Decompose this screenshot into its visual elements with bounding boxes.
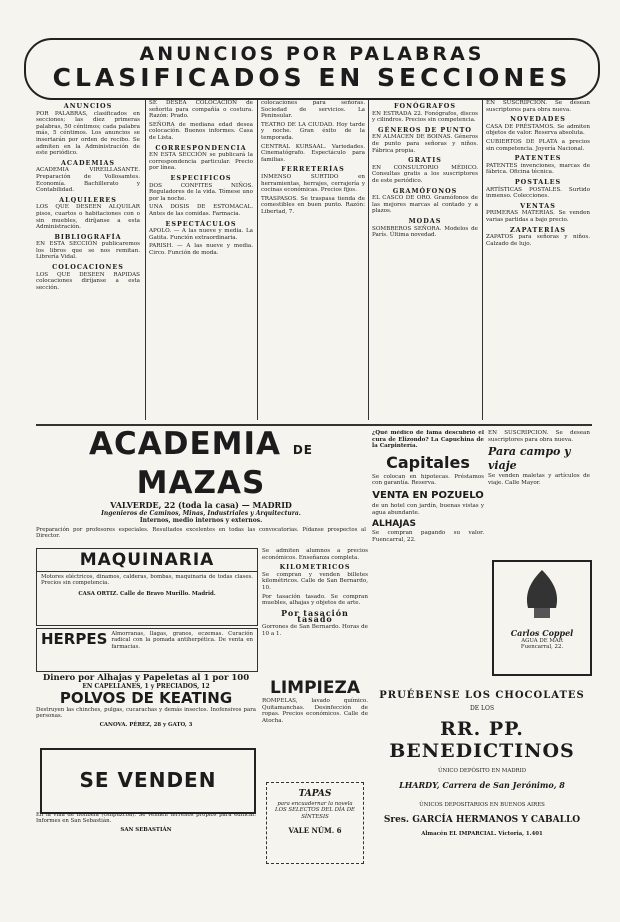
ad-text: EN ESTRADA 22. Fonógrafos, discos y cilindros. Precios sin competencia. bbox=[372, 110, 478, 124]
section-title: PATENTES bbox=[514, 154, 562, 163]
column-rule bbox=[145, 100, 146, 420]
section-title: GRATIS bbox=[408, 156, 442, 165]
alhajas-title: ALHAJAS bbox=[372, 519, 416, 530]
academia-subtitle2: Internos, medio internos y externos. bbox=[139, 517, 263, 524]
ad-text: Gorrones de San Bernardo. Horas de 10 a 1. bbox=[262, 623, 368, 637]
alhajas-text: Se compran pagando su valor. Fuencarral, 22. bbox=[372, 530, 484, 543]
chocolates-sub2: ÚNICOS DEPOSITARIOS EN BUENOS AIRES bbox=[419, 802, 545, 809]
coppel-ad bbox=[492, 560, 592, 676]
capitales-title: Capitales bbox=[386, 452, 470, 472]
academia-title2: MAZAS bbox=[136, 465, 266, 501]
column-rule bbox=[257, 100, 258, 420]
section-title: NOVEDADES bbox=[510, 115, 566, 124]
masthead-line1: ANUNCIOS POR PALABRAS bbox=[139, 43, 485, 65]
ad-text: SOMBREROS SEÑORA. Modelos de París. Última novedad. bbox=[372, 225, 478, 239]
masthead-line2: CLASIFICADOS EN SECCIONES bbox=[52, 63, 572, 92]
ad-text: EN ESTA SECCIÓN se publicará la correspondencia particular. Precio por línea. bbox=[149, 152, 253, 172]
chocolates-line2: DE LOS bbox=[469, 705, 495, 712]
column-rule bbox=[368, 100, 369, 420]
ad-text: LOS QUE DESEEN RAPIDAS colocaciones diríjanse a esta sección. bbox=[36, 271, 140, 291]
chocolates-address: LHARDY, Carrera de San Jerónimo, 8 bbox=[399, 780, 565, 791]
herpes-text: Almorranas, llagas, granos, eczemas. Curación radical con la pomada antiherpética. De venta en farmacias. bbox=[111, 631, 253, 650]
chocolates-ad bbox=[372, 682, 592, 878]
capitales-intro: ¿Qué médico de fama descubrió el cura de Elizondo? La Capuchina de la Carpintería. bbox=[372, 430, 484, 450]
maquinaria-title: MAQUINARIA bbox=[37, 549, 257, 572]
ad-text: CASA DE PRÉSTAMOS. Se admiten objetos de valor. Reserva absoluta. bbox=[486, 123, 590, 137]
tapas-text: para encuadernar la novela LOS SELECTOS DEL DÍA DE SÍNTESIS bbox=[275, 801, 355, 820]
terrenos-title: SE VENDEN bbox=[79, 768, 217, 792]
column-rule bbox=[482, 100, 483, 420]
ad-text: UNA DOSIS DE ESTOMACAL. Antes de las comidas. Farmacia. bbox=[149, 204, 253, 217]
ad-text: APOLO. — A las nueve y media. La Gatita. Función extraordinaria. bbox=[149, 228, 253, 241]
ad-text: LOS QUE DESEEN ALQUILAR pisos, cuartos o habitaciones con o sin muebles, diríjanse a esta Administración. bbox=[36, 204, 140, 231]
keating-address: CANOVA. PÉREZ, 28 y GATO, 3 bbox=[99, 721, 193, 728]
ad-text: EN ESTA SECCIÓN publicaremos los libros que se nos remitan. Librería Vidal. bbox=[36, 241, 140, 261]
classifieds-column-3 bbox=[261, 100, 365, 420]
ad-text: TRASPASOS. Se traspasa tienda de comestibles en buen punto. Razón: Libertad, 7. bbox=[261, 195, 365, 215]
ad-text: DOS CONFITES NIÑOS. Reguladores de la vida. Tómese uno por la noche. bbox=[149, 182, 253, 202]
classifieds-column-1 bbox=[36, 100, 140, 420]
section-title: GÉNEROS DE PUNTO bbox=[378, 125, 472, 134]
capitales-column bbox=[372, 430, 484, 680]
ad-text: colocaciones para señoras. Sociedad de servicios. La Peninsular. bbox=[261, 100, 365, 120]
ad-text: INMENSO SURTIDO en herramientas, herrajes, cerrajería y cocinas económicas. Precios fijos. bbox=[261, 173, 365, 194]
ad-text: EN SUSCRIPCIÓN. Se desean suscriptores para obra nueva. bbox=[488, 430, 590, 443]
section-title: MODAS bbox=[408, 216, 442, 225]
maquinaria-text: Motores eléctricos, dinamos, calderas, bombas, maquinaria de todas clases. Precios sin competencia. bbox=[41, 574, 253, 587]
section-rule bbox=[36, 424, 592, 426]
section-title: ACADEMIAS bbox=[60, 158, 116, 167]
section-title: COLOCACIONES bbox=[52, 263, 124, 272]
section-title: KILOMETRICOS bbox=[279, 563, 351, 572]
capitales-text: Se colocan en hipotecas. Préstamos con garantía. Reserva. bbox=[372, 473, 484, 487]
section-title: POSTALES bbox=[514, 177, 562, 186]
academia-ad bbox=[36, 428, 366, 546]
tapas-price: VALE NÚM. 6 bbox=[288, 826, 342, 836]
ad-text: EL CASCO DE ORO. Gramófonos de las mejores marcas al contado y a plazos. bbox=[372, 195, 478, 215]
ad-text: CENTRAL KURSAAL. Variedades. Cinematógrafo. Espectáculo para familias. bbox=[261, 143, 365, 163]
academia-address: VALVERDE, 22 (toda la casa) — MADRID bbox=[110, 500, 292, 510]
academia-subtitle: Ingenieros de Caminos, Minas, Industriales y Arquitectura. bbox=[101, 510, 301, 517]
coppel-address: Fuencarral, 22. bbox=[520, 644, 564, 651]
ad-text: Se admiten alumnos a precios económicos. Enseñanza completa. bbox=[262, 548, 368, 561]
kilometricos-column bbox=[262, 548, 368, 676]
academia-title-de: DE bbox=[292, 443, 313, 457]
ad-text: Por tasación tasado. Se compran muebles, alhajas y objetos de arte. bbox=[262, 593, 368, 607]
coppel-sub: AGUA DE MAR bbox=[521, 638, 563, 644]
terrenos-banner bbox=[40, 748, 256, 814]
terrenos-text: En la villa de Bonbela (Guipúzcoa). Se venden terrenos propios para edificar. Informes en San Sebastián. bbox=[36, 812, 256, 825]
section-title: ZAPATERÍAS bbox=[509, 225, 567, 234]
keating-line2: EN CAPELLANES, 1 y PRECIADOS, 12 bbox=[82, 683, 210, 690]
section-title: ESPECTÁCULOS bbox=[165, 219, 237, 228]
keating-text: Destruyen las chinches, pulgas, cucarachas y demás insectos. Inofensivos para personas. bbox=[36, 707, 256, 720]
maquinaria-address: CASA ORTIZ. Calle de Bravo Murillo. Madrid. bbox=[78, 590, 216, 597]
classifieds-masthead bbox=[24, 38, 600, 100]
limpieza-title: LIMPIEZA bbox=[270, 678, 360, 698]
venta-title: VENTA EN POZUELO bbox=[372, 489, 484, 501]
tasacion-title: Por tasación tasado bbox=[281, 607, 349, 625]
ad-text: PATENTES invenciones, marcas de fábrica. Oficina técnica. bbox=[486, 162, 590, 176]
section-title: FONÓGRAFOS bbox=[394, 102, 456, 110]
herpes-title: HERPES bbox=[41, 630, 108, 648]
terrenos-ad-text bbox=[36, 812, 256, 874]
section-title: ESPECIFICOS bbox=[170, 173, 232, 182]
section-title: BIBLIOGRAFÍA bbox=[54, 232, 122, 241]
chocolates-admin: Almacén EL IMPARCIAL. Victoria, 1.401 bbox=[421, 830, 543, 837]
ad-text: CUBIERTOS DE PLATA a precios sin competencia. Joyería Nacional. bbox=[486, 138, 590, 152]
ad-text: PRIMERAS MATERIAS. Se venden varias partidas a bajo precio. bbox=[486, 210, 590, 223]
keating-line1: Dinero por Alhajas y Papeletas al 1 por 100 bbox=[42, 673, 250, 683]
venta-text: de un hotel con jardín, buenas vistas y agua abundante. bbox=[372, 502, 484, 516]
tapas-coupon bbox=[266, 782, 364, 864]
maquinaria-ad bbox=[36, 548, 258, 626]
keating-title: POLVOS DE KEATING bbox=[59, 689, 233, 707]
campo-column bbox=[488, 430, 590, 558]
section-title: ALQUILERES bbox=[59, 195, 117, 204]
ad-text: SEÑORA de mediana edad desea colocación. Buenos informes. Casa de Lista. bbox=[149, 121, 253, 141]
limpieza-ad bbox=[262, 678, 368, 778]
classifieds-column-4 bbox=[372, 100, 478, 420]
section-title: GRAMÓFONOS bbox=[392, 186, 458, 195]
section-title: ANUNCIOS bbox=[63, 102, 113, 110]
bottle-illustration bbox=[494, 562, 590, 624]
tapas-title: TAPAS bbox=[298, 789, 332, 799]
ad-text: TEATRO DE LA CIUDAD. Hoy tarde y noche. Gran éxito de la temporada. bbox=[261, 121, 365, 141]
coppel-name: Carlos Coppel bbox=[510, 628, 574, 638]
ad-text: SE DESEA COLOCACIÓN de señorita para compañía o costura. Razón: Prado. bbox=[149, 100, 253, 120]
ad-text: EN CONSULTORIO MÉDICO. Consultas gratis a los suscriptores de este periódico. bbox=[372, 164, 478, 184]
chocolates-title: RR. PP. BENEDICTINOS bbox=[389, 718, 575, 762]
limpieza-text: ROMPELAS, lavado químico. Quitamanchas. Desinfección de ropas. Precios económicos. Calle de Atocha. bbox=[262, 698, 368, 724]
section-title: FERRETERÍAS bbox=[281, 165, 345, 174]
herpes-ad bbox=[36, 628, 258, 672]
chocolates-sub: ÚNICO DEPÓSITO EN MADRID bbox=[437, 768, 527, 774]
section-title: VENTAS bbox=[520, 201, 556, 210]
ad-text: EN ALMACEN DE BOINAS. Géneros de punto para señoras y niños. Fábrica propia. bbox=[372, 134, 478, 154]
ad-text: ACADEMIA VIREILLASANTE. Preparación de Vollosamtes. Economía. Bachillerato y Contabilidad. bbox=[36, 167, 140, 194]
campo-text: Se venden maletas y artículos de viaje. Calle Mayor. bbox=[488, 473, 590, 486]
ad-text: ZAPATOS para señoras y niños. Calzado de lujo. bbox=[486, 234, 590, 247]
ad-text: POR PALABRAS, clasificados en secciones; las diez primeras palabras, 50 céntimos; cada palabra más, 5 céntimos. Los anuncios se insertarán por orden de recibo. Se admiten en la Administración de este periódico. bbox=[36, 110, 140, 157]
chocolates-distributor: Sres. GARCÍA HERMANOS Y CABALLO bbox=[383, 814, 581, 825]
section-title: CORRESPONDENCIA bbox=[155, 143, 247, 152]
chocolates-line1: PRUÉBENSE LOS CHOCOLATES bbox=[379, 690, 585, 701]
keating-ad bbox=[36, 673, 256, 745]
ad-text: PARISH. — A las nueve y media. Circo. Función de moda. bbox=[149, 243, 253, 256]
academia-title: ACADEMIA bbox=[89, 428, 282, 462]
classifieds-column-2 bbox=[149, 100, 253, 420]
ad-text: EN SUSCRIPCIÓN. Se desean suscriptores para obra nueva. bbox=[486, 100, 590, 113]
ad-text: Se compran y venden billetes kilométricos. Calle de San Bernardo, 10. bbox=[262, 571, 368, 591]
academia-text: Preparación por profesores especiales. Resultados excelentes en todas las convocatorias. Pídanse prospectos al Director. bbox=[36, 527, 366, 540]
classifieds-column-5 bbox=[486, 100, 590, 420]
campo-title: Para campo y viaje bbox=[488, 445, 571, 473]
ad-text: ARTÍSTICAS POSTALES. Surtido inmenso. Colecciones. bbox=[486, 186, 590, 200]
terrenos-address: SAN SEBASTIÁN bbox=[120, 826, 172, 833]
